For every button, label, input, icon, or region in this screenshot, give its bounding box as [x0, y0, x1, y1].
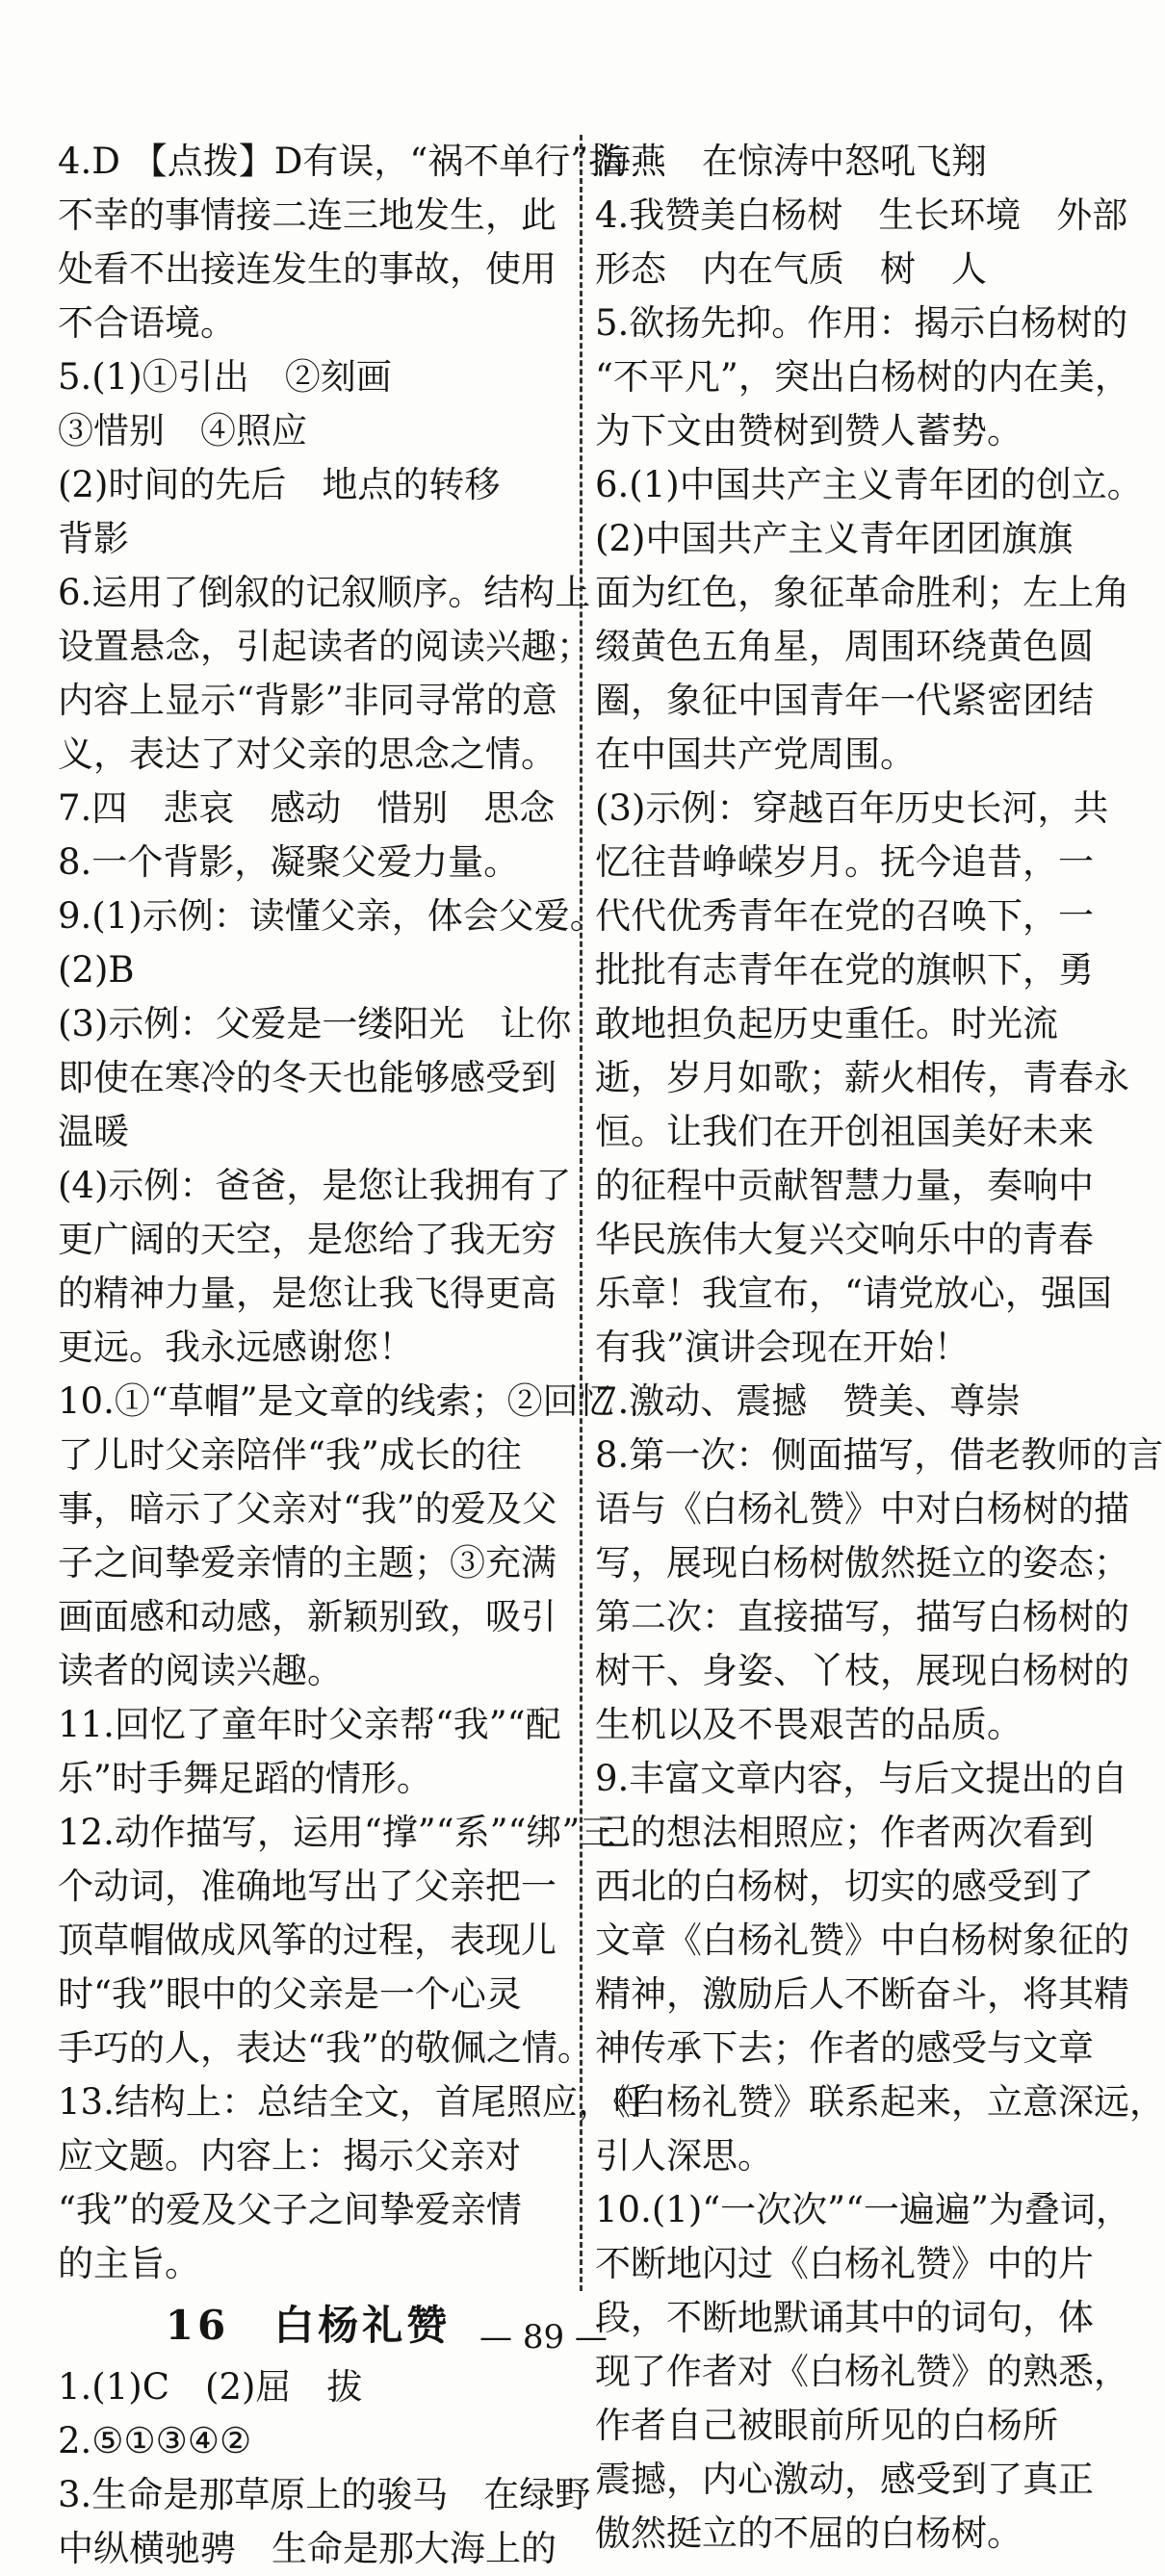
text-line: 面为红色，象征革命胜利；左上角 [595, 572, 1129, 613]
text-line: 7.激动、震撼 赞美、尊崇 [595, 1380, 1022, 1422]
text-line: 5.(1)①引出 ②刻画 [58, 356, 392, 398]
text-line: 背影 [58, 518, 129, 559]
text-line: 8.一个背影，凝聚父爱力量。 [58, 841, 520, 883]
text-line: 现了作者对《白杨礼赞》的熟悉， [595, 2351, 1129, 2392]
text-line: (3)示例：穿越百年历史长河，共 [595, 787, 1109, 829]
text-line: “我”的爱及父子之间挚爱亲情 [58, 2189, 522, 2230]
text-line: 12.动作描写，运用“撑”“系”“绑”三 [58, 1812, 616, 1853]
text-line: 设置悬念，引起读者的阅读兴趣； [58, 626, 592, 667]
text-line: 的精神力量，是您让我飞得更高 [58, 1273, 557, 1314]
text-line: 第二次：直接描写，描写白杨树的 [595, 1596, 1129, 1637]
text-line: 批批有志青年在党的旗帜下，勇 [595, 949, 1094, 991]
text-line: 子之间挚爱亲情的主题；③充满 [58, 1542, 557, 1584]
text-line: 在中国共产党周围。 [595, 734, 916, 775]
page-number: — 89 — [479, 2318, 608, 2357]
text-line: 5.欲扬先抑。作用：揭示白杨树的 [595, 302, 1128, 344]
text-line: 《白杨礼赞》联系起来，立意深远， [595, 2081, 1165, 2123]
text-line: 应文题。内容上：揭示父亲对 [58, 2135, 521, 2177]
text-line: 形态 内在气质 树 人 [595, 248, 987, 290]
text-line: 不断地闪过《白杨礼赞》中的片 [595, 2243, 1094, 2284]
text-line: 代代优秀青年在党的召唤下，一 [595, 895, 1094, 937]
text-line: 忆往昔峥嵘岁月。抚今追昔，一 [595, 841, 1094, 883]
text-line: 傲然挺立的不屈的白杨树。 [595, 2512, 1023, 2554]
text-line: 6.(1)中国共产主义青年团的创立。 [595, 464, 1143, 505]
text-line: 7.四 悲哀 感动 惜别 思念 [58, 787, 556, 829]
text-line: ③惜别 ④照应 [58, 410, 307, 451]
text-line: 时“我”眼中的父亲是一个心灵 [58, 1973, 522, 2015]
text-line: 3.生命是那草原上的骏马 在绿野 [58, 2474, 591, 2515]
text-line: 义，表达了对父亲的思念之情。 [58, 734, 557, 775]
text-line: 恒。让我们在开创祖国美好未来 [595, 1111, 1094, 1152]
text-line: 神传承下去；作者的感受与文章 [595, 2027, 1094, 2069]
text-line: (3)示例：父爱是一缕阳光 让你 [58, 1003, 572, 1044]
text-line: 9.(1)示例：读懂父亲，体会父爱。 [58, 895, 606, 937]
column-divider [580, 135, 582, 2291]
text-line: 海燕 在惊涛中怒吼飞翔 [595, 141, 987, 182]
left-column [58, 135, 649, 2576]
text-line: 的主旨。 [58, 2243, 200, 2284]
text-line: 13.结构上：总结全文，首尾照应，呼 [58, 2081, 649, 2123]
text-line: 段，不断地默诵其中的词句，体 [595, 2297, 1094, 2338]
text-line: 内容上显示“背影”非同寻常的意 [58, 680, 557, 721]
text-line: 语与《白杨礼赞》中对白杨树的描 [595, 1488, 1129, 1530]
text-line: 更远。我永远感谢您！ [58, 1327, 414, 1368]
text-line: 引人深思。 [595, 2135, 773, 2177]
text-line: 1.(1)C (2)屈 拔 [58, 2366, 363, 2408]
text-line: (2)中国共产主义青年团团旗旗 [595, 518, 1074, 559]
text-line: 震撼，内心激动，感受到了真正 [595, 2459, 1094, 2500]
text-line: 华民族伟大复兴交响乐中的青春 [595, 1219, 1094, 1260]
text-line: 缀黄色五角星，周围环绕黄色圆 [595, 626, 1094, 667]
text-line: 4.D 【点拨】D有误，“祸不单行”指 [58, 141, 625, 182]
text-line: (2)B [58, 949, 135, 991]
text-line: 逝，岁月如歌；薪火相传，青春永 [595, 1057, 1129, 1098]
text-line: 圈，象征中国青年一代紧密团结 [595, 680, 1094, 721]
right-column [595, 135, 1165, 2561]
text-line: 乐”时手舞足蹈的情形。 [58, 1758, 432, 1799]
text-line: 作者自己被眼前所见的白杨所 [595, 2405, 1058, 2446]
text-line: 了儿时父亲陪伴“我”成长的往 [58, 1434, 522, 1476]
text-line: 个动词，准确地写出了父亲把一 [58, 1866, 557, 1907]
text-line: (2)时间的先后 地点的转移 [58, 464, 501, 505]
text-line: 画面感和动感，新颖别致，吸引 [58, 1596, 557, 1637]
text-line: 写，展现白杨树傲然挺立的姿态； [595, 1542, 1129, 1584]
text-line: 8.第一次：侧面描写，借老教师的言 [595, 1434, 1164, 1476]
text-line: 顶草帽做成风筝的过程，表现儿 [58, 1919, 557, 1961]
text-line: 4.我赞美白杨树 生长环境 外部 [595, 194, 1128, 236]
text-line: 文章《白杨礼赞》中白杨树象征的 [595, 1919, 1129, 1961]
text-line: 不合语境。 [58, 302, 236, 344]
text-line: 的征程中贡献智慧力量，奏响中 [595, 1165, 1094, 1206]
text-line: 处看不出接连发生的事故，使用 [58, 248, 557, 290]
text-line: 西北的白杨树，切实的感受到了 [595, 1866, 1094, 1907]
text-line: 手巧的人，表达“我”的敬佩之情。 [58, 2027, 593, 2069]
text-line: 更广阔的天空，是您给了我无穷 [58, 1219, 557, 1260]
text-line: 10.①“草帽”是文章的线索；②回忆 [58, 1380, 614, 1422]
text-line: 有我”演讲会现在开始！ [595, 1327, 970, 1368]
text-line: 读者的阅读兴趣。 [58, 1650, 343, 1691]
text-line: 事，暗示了父亲对“我”的爱及父 [58, 1488, 557, 1530]
text-line: 6.运用了倒叙的记叙顺序。结构上 [58, 572, 591, 613]
section-title: 16 白杨礼赞 [165, 2302, 452, 2349]
text-line: 乐章！我宣布，“请党放心，强国 [595, 1273, 1112, 1314]
text-line: 敢地担负起历史重任。时光流 [595, 1003, 1058, 1044]
text-line: 温暖 [58, 1111, 129, 1152]
text-line: 即使在寒冷的冬天也能够感受到 [58, 1057, 557, 1098]
text-line: (4)示例：爸爸，是您让我拥有了 [58, 1165, 572, 1206]
text-line: 中纵横驰骋 生命是那大海上的 [58, 2528, 557, 2569]
text-line: 11.回忆了童年时父亲帮“我”“配 [58, 1704, 561, 1745]
text-line: 2.⑤①③④② [58, 2420, 252, 2461]
text-line: 生机以及不畏艰苦的品质。 [595, 1704, 1023, 1745]
text-line: 不幸的事情接二连三地发生，此 [58, 194, 557, 236]
text-line: 为下文由赞树到赞人蓄势。 [595, 410, 1023, 451]
text-line: 己的想法相照应；作者两次看到 [595, 1812, 1094, 1853]
text-line: 9.丰富文章内容，与后文提出的自 [595, 1758, 1128, 1799]
text-line: “不平凡”，突出白杨树的内在美， [595, 356, 1130, 398]
text-line: 10.(1)“一次次”“一遍遍”为叠词， [595, 2189, 1131, 2230]
text-line: 精神，激励后人不断奋斗，将其精 [595, 1973, 1129, 2015]
text-line: 树干、身姿、丫枝，展现白杨树的 [595, 1650, 1129, 1691]
